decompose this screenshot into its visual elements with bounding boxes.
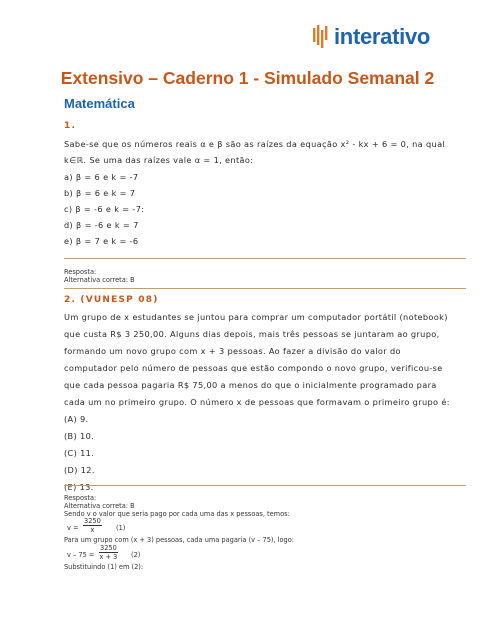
question-2-text: cada um no primeiro grupo. O número x de pessoas que formavam o primeiro grupo é: <box>64 397 450 407</box>
solution-text: Substituindo (1) em (2): <box>64 563 144 571</box>
question-1-text: k∈ℝ. Se uma das raízes vale α = 1, então: <box>64 155 254 165</box>
page-title: Extensivo – Caderno 1 - Simulado Semanal 2 <box>60 68 435 88</box>
equation-2-tag: (2) <box>131 551 141 559</box>
divider <box>64 258 466 259</box>
fraction-numerator: 3250 <box>84 517 101 525</box>
solution-text: Sendo v o valor que seria pago por cada uma das x pessoas, temos: <box>64 510 290 518</box>
divider <box>64 288 466 289</box>
logo-mark-icon <box>312 24 330 50</box>
question-2-number: 2. (VUNESP 08) <box>64 295 159 305</box>
fraction-numerator: 3250 <box>100 544 117 552</box>
question-1-option: a) β = 6 e k = -7 <box>64 172 139 182</box>
equation-1-lhs: v = <box>67 524 79 532</box>
question-2-text: Um grupo de x estudantes se juntou para comprar um computador portátil (notebook) <box>64 312 448 322</box>
question-2-text: que custa R$ 3 250,00. Alguns dias depois, mais três pessoas se juntaram ao grupo, <box>64 329 440 339</box>
equation-1-tag: (1) <box>116 524 126 532</box>
logo-text: interativo <box>334 24 431 49</box>
subject-heading: Matemática <box>64 96 135 111</box>
fraction-denominator: x + 3 <box>99 553 118 561</box>
question-2-text: formando um novo grupo com x + 3 pessoas. Ao fazer a divisão do valor do <box>64 346 401 356</box>
question-2-text: computador pelo número de pessoas que estão compondo o novo grupo, verificou-se <box>64 363 443 373</box>
fraction-denominator: x <box>90 526 95 534</box>
question-1-option: c) β = -6 e k = -7: <box>64 204 145 214</box>
interativo-logo <box>312 24 430 50</box>
answer-text: Alternativa correta: B <box>64 502 135 510</box>
question-1-text: Sabe-se que os números reais α e β são as raízes da equação x² - kx + 6 = 0, na qual <box>64 139 446 149</box>
question-2-option: (E) 13. <box>64 482 94 492</box>
question-2-text: que cada pessoa pagaria R$ 75,00 a menos do que o inicialmente programado para <box>64 380 437 390</box>
divider <box>64 485 466 486</box>
question-2-option: (B) 10. <box>64 431 95 441</box>
equation-2-lhs: v – 75 = <box>67 551 95 559</box>
question-1-option: d) β = -6 e k = 7 <box>64 220 139 230</box>
question-2-option: (D) 12. <box>64 465 95 475</box>
equation-2-fraction <box>99 544 118 561</box>
answer-label: Resposta: <box>64 268 97 276</box>
question-2-option: (A) 9. <box>64 414 89 424</box>
answer-label: Resposta: <box>64 494 97 502</box>
question-2-option: (C) 11. <box>64 448 95 458</box>
solution-text: Para um grupo com (x + 3) pessoas, cada uma pagaria (v – 75), logo: <box>64 536 294 544</box>
equation-1-fraction <box>83 517 102 534</box>
answer-text: Alternativa correta: B <box>64 276 135 284</box>
question-1-number: 1. <box>64 121 77 131</box>
question-1-option: e) β = 7 e k = -6 <box>64 236 139 246</box>
question-1-option: b) β = 6 e k = 7 <box>64 188 136 198</box>
